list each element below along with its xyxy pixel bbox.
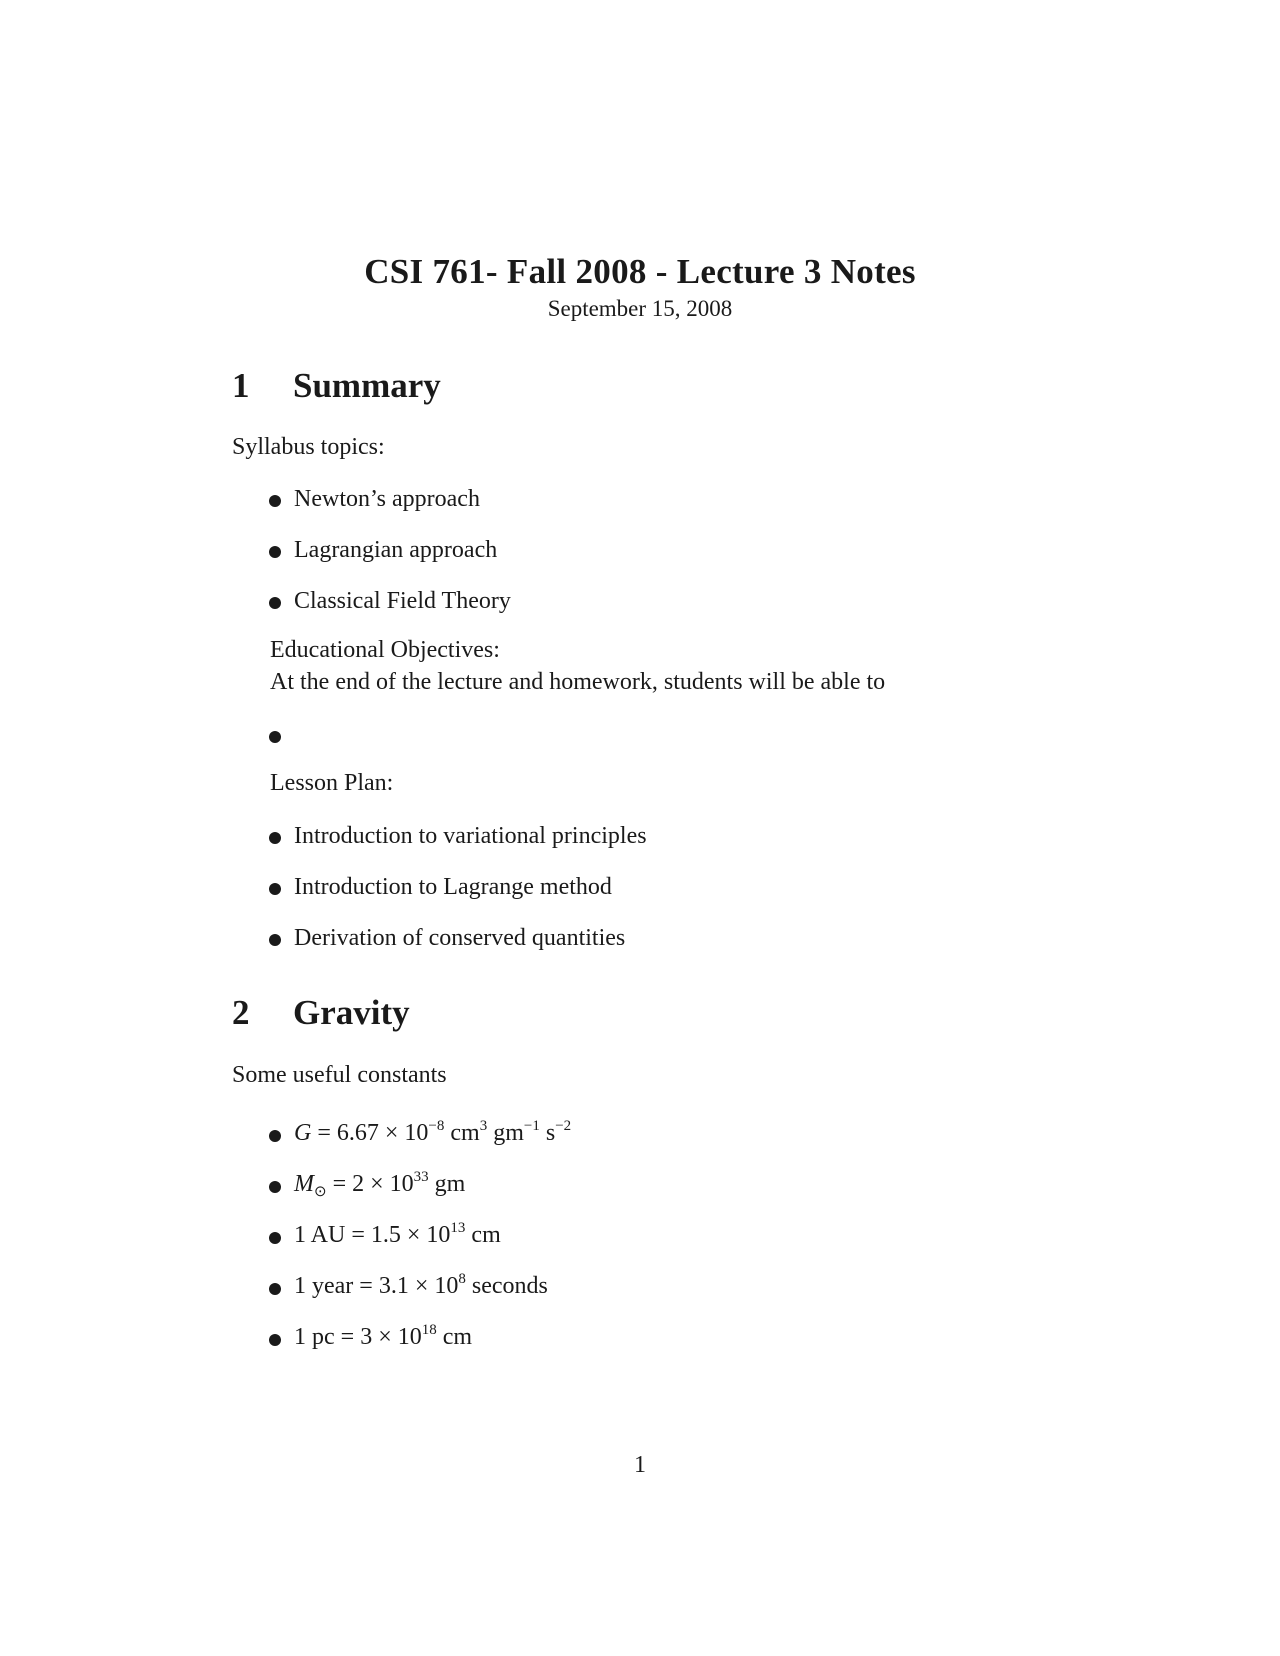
bullet-icon	[269, 546, 281, 558]
bullet-icon	[269, 1232, 281, 1244]
bullet-icon	[269, 883, 281, 895]
lesson-plan-item: Introduction to Lagrange method	[294, 874, 612, 900]
constant-gravitational	[294, 1120, 571, 1147]
bullet-icon	[269, 495, 281, 507]
bullet-icon	[269, 597, 281, 609]
msun-value: = 2 × 10	[326, 1171, 414, 1197]
pc-exponent: 18	[421, 1322, 437, 1338]
bullet-icon	[269, 1130, 281, 1142]
pc-unit: cm	[436, 1324, 473, 1350]
bullet-icon	[269, 731, 281, 743]
g-unit-gm: gm	[487, 1120, 524, 1146]
year-value: 1 year = 3.1 × 10	[294, 1273, 459, 1299]
g-exponent: −8	[428, 1118, 445, 1134]
au-value: 1 AU = 1.5 × 10	[294, 1222, 451, 1248]
section-2-number: 2	[232, 993, 250, 1032]
syllabus-item: Classical Field Theory	[294, 588, 511, 614]
document-date: September 15, 2008	[547, 296, 733, 321]
au-exponent: 13	[450, 1220, 466, 1236]
constants-intro: Some useful constants	[232, 1062, 447, 1088]
objectives-label: Educational Objectives:	[270, 637, 500, 663]
page-number: 1	[634, 1452, 646, 1478]
constant-year	[294, 1273, 548, 1300]
g-value: = 6.67 × 10	[311, 1120, 429, 1146]
bullet-icon	[269, 832, 281, 844]
au-unit: cm	[465, 1222, 501, 1248]
section-1-number: 1	[232, 366, 250, 405]
constant-parsec	[294, 1324, 472, 1351]
g-unit-s: s	[539, 1120, 556, 1146]
msun-exponent: 33	[413, 1169, 429, 1185]
constant-au	[294, 1222, 501, 1249]
g-symbol: G	[294, 1120, 312, 1146]
bullet-icon	[269, 934, 281, 946]
lesson-plan-item: Derivation of conserved quantities	[294, 925, 626, 951]
lesson-plan-label: Lesson Plan:	[270, 770, 394, 796]
bullet-icon	[269, 1181, 281, 1193]
syllabus-label: Syllabus topics:	[232, 434, 385, 460]
g-gm-exponent: −1	[523, 1118, 540, 1134]
pc-value: 1 pc = 3 × 10	[294, 1324, 422, 1350]
bullet-icon	[269, 1283, 281, 1295]
document-title: CSI 761- Fall 2008 - Lecture 3 Notes	[364, 252, 916, 291]
lesson-plan-item: Introduction to variational principles	[294, 823, 647, 849]
sun-subscript: ⊙	[314, 1184, 327, 1200]
year-unit: seconds	[465, 1273, 548, 1299]
constant-solar-mass	[294, 1171, 465, 1198]
g-cm-exponent: 3	[479, 1118, 488, 1134]
msun-unit: gm	[428, 1171, 466, 1197]
syllabus-item: Lagrangian approach	[294, 537, 498, 563]
msun-symbol: M	[294, 1171, 314, 1197]
syllabus-item: Newton’s approach	[294, 486, 480, 512]
bullet-icon	[269, 1334, 281, 1346]
g-unit-cm: cm	[444, 1120, 480, 1146]
section-1-title: Summary	[293, 366, 441, 405]
year-exponent: 8	[458, 1271, 466, 1287]
g-s-exponent: −2	[555, 1118, 572, 1134]
section-2-title: Gravity	[293, 993, 410, 1032]
objectives-intro: At the end of the lecture and homework, students will be able to	[270, 669, 886, 695]
